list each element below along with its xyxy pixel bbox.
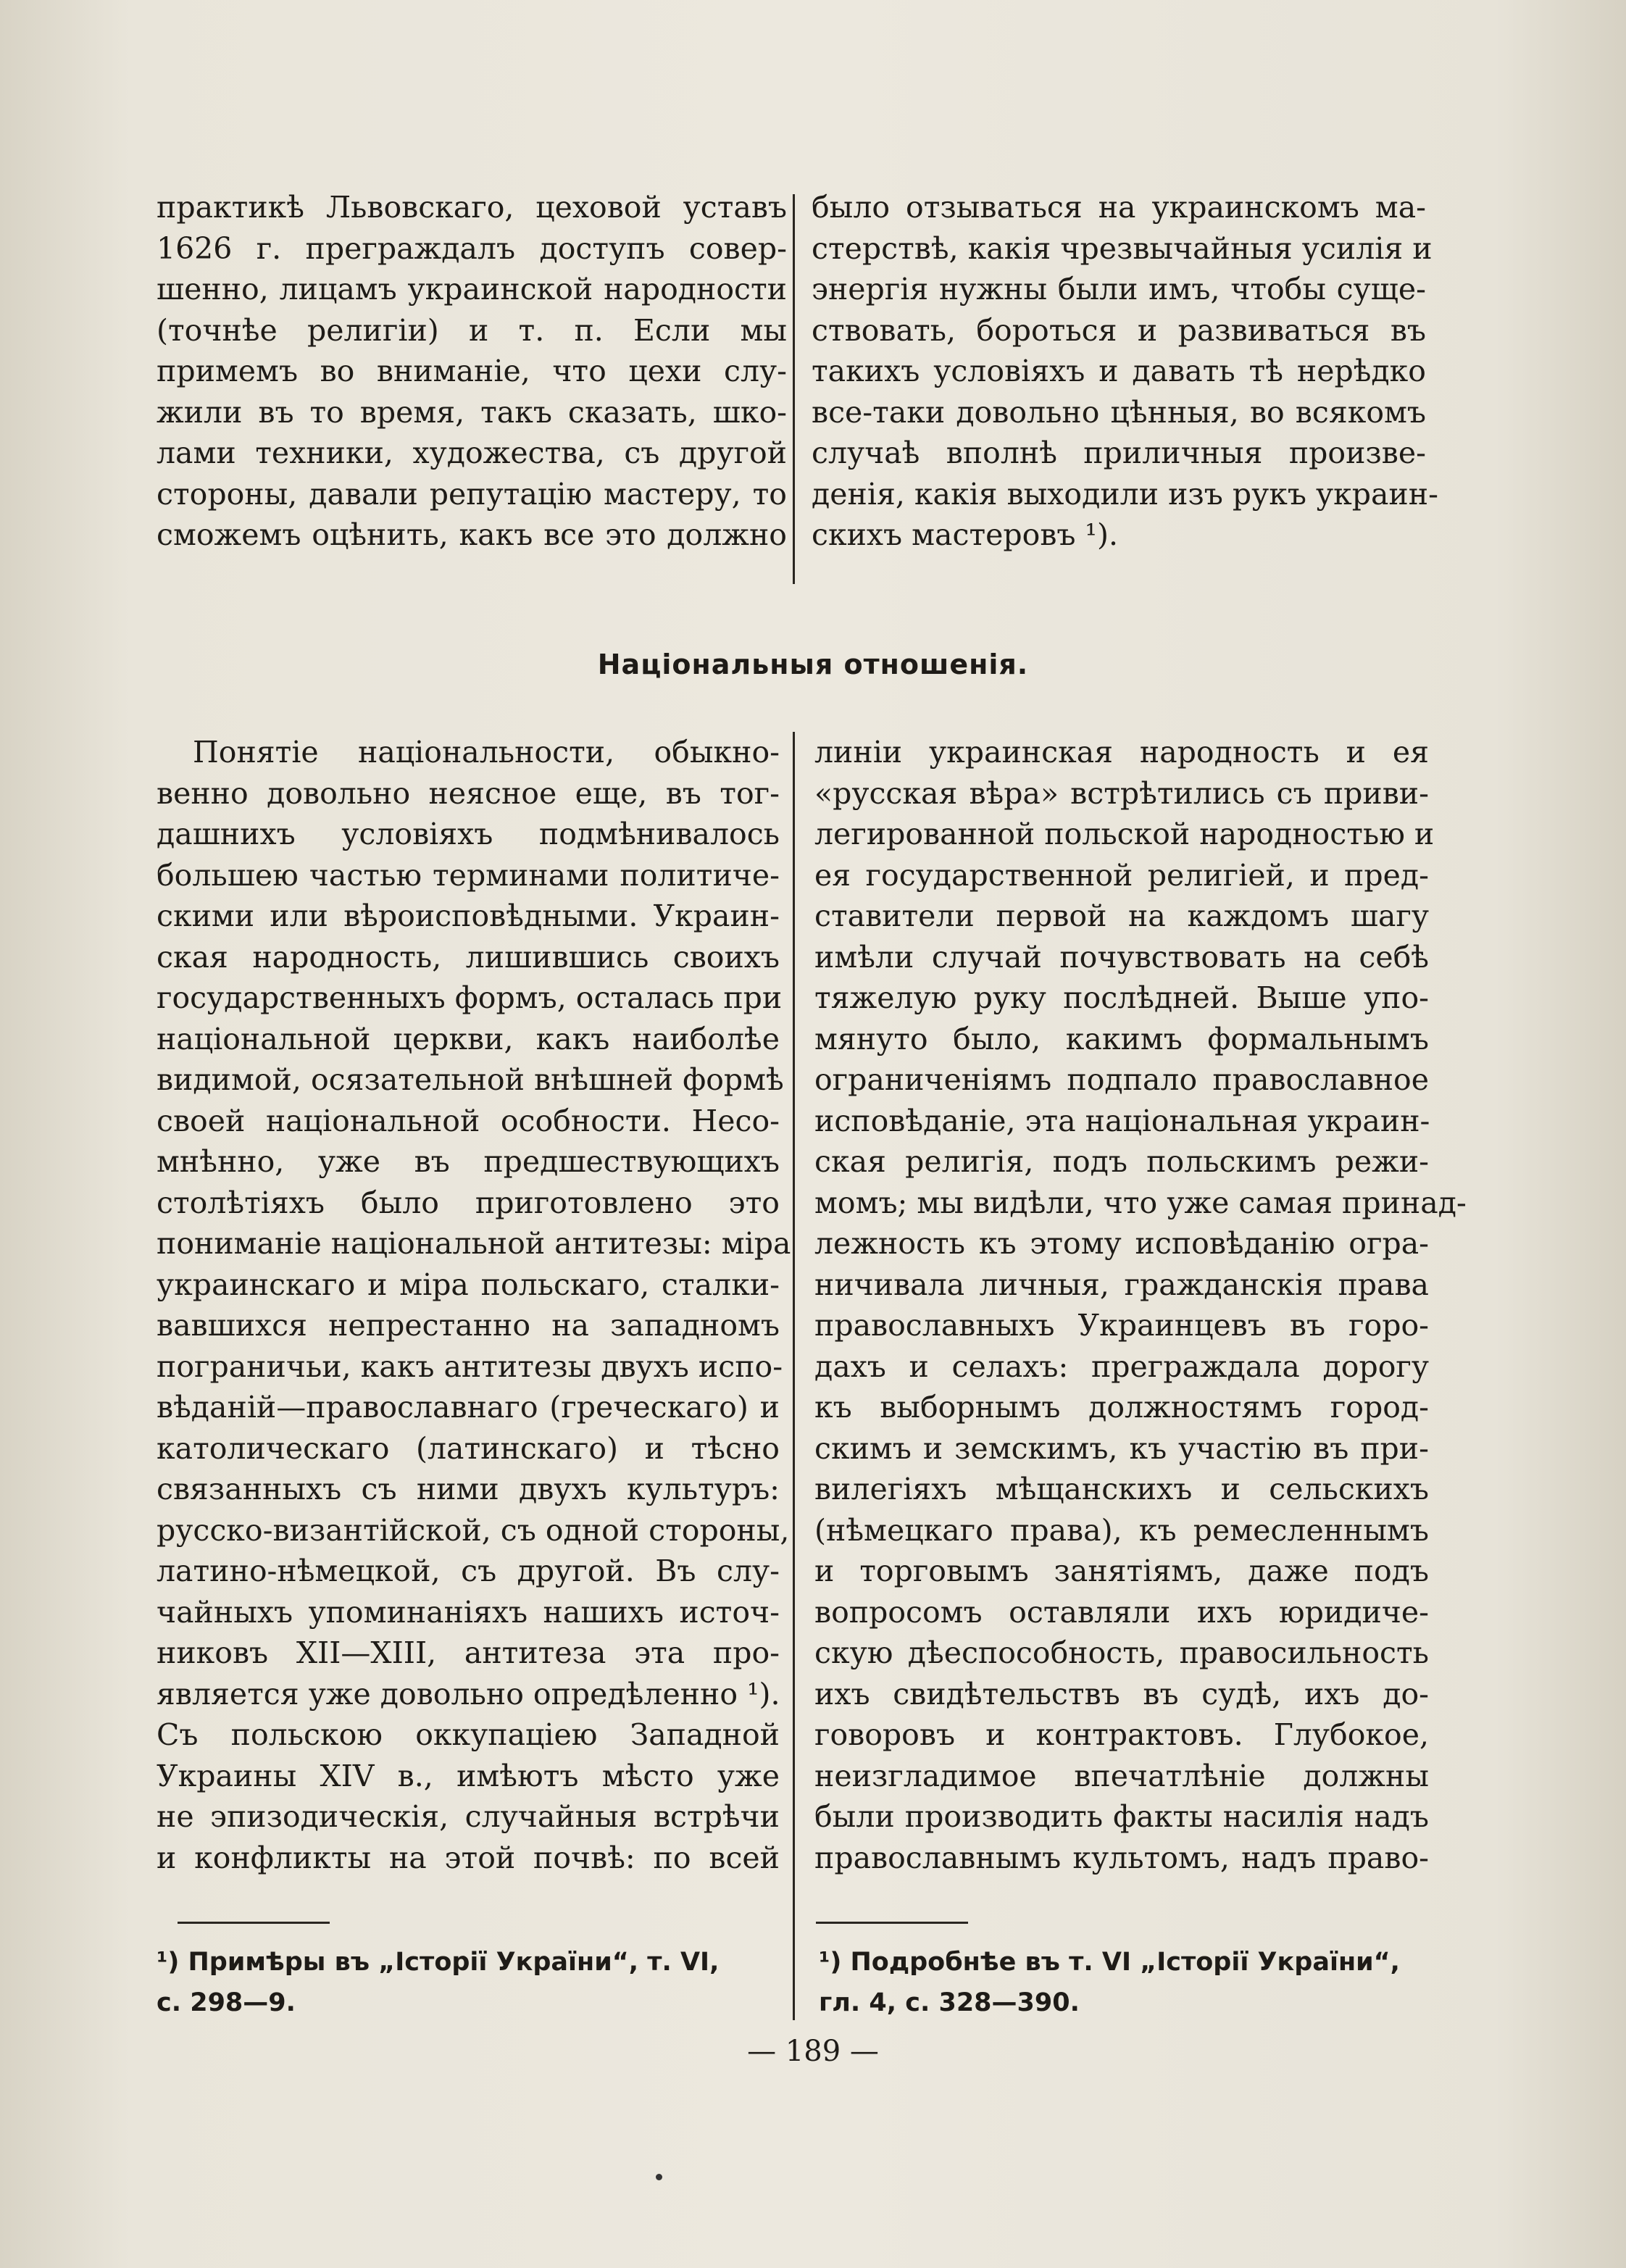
text-line: имѣли случай почувствовать на себѣ <box>814 939 1429 975</box>
text-line: пониманіе національной антитезы: міра <box>157 1226 791 1261</box>
text-line: украинскаго и міра польскаго, сталки- <box>157 1267 780 1302</box>
footnote-line: гл. 4, с. 328—390. <box>819 1988 1080 2017</box>
text-line: мянуто было, какимъ формальнымъ <box>814 1021 1429 1056</box>
text-line: Съ польскою оккупаціею Западной <box>157 1717 780 1752</box>
text-line: не эпизодическія, случайныя встрѣчи <box>157 1799 780 1834</box>
footnote-line: ¹) Подробнѣе въ т. VI „Історії України“, <box>819 1948 1400 1977</box>
text-line: и торговымъ занятіямъ, даже подъ <box>814 1554 1429 1588</box>
text-line: является уже довольно опредѣленно ¹). <box>157 1676 780 1712</box>
text-line: ская народность, лишившись своихъ <box>157 939 780 975</box>
main-right-column <box>814 732 1467 1878</box>
text-line: стерствѣ, какія чрезвычайныя усилія и <box>812 230 1433 266</box>
main-column-rule <box>793 732 795 2020</box>
text-line: лами техники, художества, съ другой <box>157 435 787 470</box>
text-line: примемъ во вниманіе, что цехи слу- <box>157 354 787 388</box>
text-line: русско-византійской, съ одной стороны, <box>157 1512 790 1548</box>
text-line: къ выборнымъ должностямъ город- <box>814 1390 1429 1425</box>
footnote-rule-left <box>178 1922 330 1924</box>
text-line: случаѣ вполнѣ приличныя произве- <box>812 435 1426 470</box>
text-line: энергія нужны были имъ, чтобы суще- <box>812 272 1426 307</box>
ink-speck <box>656 2174 662 2180</box>
text-line: такихъ условіяхъ и давать тѣ нерѣдко <box>812 354 1426 388</box>
text-line: никовъ XII—XIII, антитеза эта про- <box>157 1635 780 1670</box>
text-line: 1626 г. преграждалъ доступъ совер- <box>157 230 787 266</box>
page-number: — 189 — <box>747 2035 879 2068</box>
text-line: скимъ и земскимъ, къ участію въ при- <box>814 1430 1429 1466</box>
top-left-column <box>157 187 787 556</box>
footnote-line: ¹) Примѣры въ „Історії України“, т. VI, <box>157 1948 720 1977</box>
text-line: ничивала личныя, гражданскія права <box>814 1267 1429 1302</box>
text-line: національной церкви, какъ наиболѣе <box>157 1021 780 1056</box>
text-line: ея государственной религіей, и пред- <box>814 857 1429 893</box>
text-line: пограничьи, какъ антитезы двухъ испо- <box>157 1348 783 1384</box>
text-line: практикѣ Львовскаго, цеховой уставъ <box>157 190 787 225</box>
top-right-column <box>812 187 1438 556</box>
text-line: (нѣмецкаго права), къ ремесленнымъ <box>814 1512 1429 1548</box>
text-line: стороны, давали репутацію мастеру, то <box>157 476 787 512</box>
text-line: скими или вѣроисповѣдными. Украин- <box>157 899 780 933</box>
text-line: вопросомъ оставляли ихъ юридиче- <box>814 1594 1429 1630</box>
text-line: православныхъ Украинцевъ въ горо- <box>814 1308 1429 1343</box>
text-line: чайныхъ упоминаніяхъ нашихъ источ- <box>157 1594 780 1630</box>
text-line: мнѣнно, уже въ предшествующихъ <box>157 1144 780 1179</box>
text-line: ихъ свидѣтельствъ въ судѣ, ихъ до- <box>814 1676 1429 1712</box>
text-line: были производить факты насилія надъ <box>814 1799 1429 1834</box>
text-line: было отзываться на украинскомъ ма- <box>812 190 1426 225</box>
text-line: ставители первой на каждомъ шагу <box>814 899 1429 933</box>
text-line: своей національной особности. Несо- <box>157 1103 780 1138</box>
text-line: видимой, осязательной внѣшней формѣ <box>157 1062 784 1097</box>
text-line: сможемъ оцѣнить, какъ все это должно <box>157 517 787 552</box>
text-line: тяжелую руку послѣдней. Выше упо- <box>814 980 1429 1015</box>
text-line: легированной польской народностью и <box>814 817 1435 851</box>
text-line: все-таки довольно цѣнныя, во всякомъ <box>812 394 1426 430</box>
main-left-column <box>157 732 791 1878</box>
text-line: неизгладимое впечатлѣніе должны <box>814 1758 1429 1793</box>
text-line: дашнихъ условіяхъ подмѣнивалось <box>157 817 780 851</box>
footnote-rule-right <box>816 1922 968 1924</box>
text-line: вавшихся непрестанно на западномъ <box>157 1308 780 1343</box>
text-line: денія, какія выходили изъ рукъ украин- <box>812 476 1438 512</box>
top-column-rule <box>793 194 795 584</box>
text-line: большею частью терминами политиче- <box>157 857 780 893</box>
text-line: и конфликты на этой почвѣ: по всей <box>157 1840 780 1875</box>
text-line: шенно, лицамъ украинской народности <box>157 272 787 307</box>
text-line: Понятіе національности, обыкно- <box>193 735 780 770</box>
text-line: католическаго (латинскаго) и тѣсно <box>157 1430 780 1466</box>
text-line: ская религія, подъ польскимъ режи- <box>814 1144 1429 1179</box>
text-line: ограниченіямъ подпало православное <box>814 1062 1429 1097</box>
text-line: скихъ мастеровъ ¹). <box>812 517 1118 552</box>
text-line: исповѣданіе, эта національная украин- <box>814 1103 1430 1138</box>
footnote-right <box>819 1942 1442 2023</box>
text-line: вилегіяхъ мѣщанскихъ и сельскихъ <box>814 1472 1429 1506</box>
text-line: государственныхъ формъ, осталась при <box>157 980 783 1015</box>
text-line: православнымъ культомъ, надъ право- <box>814 1840 1429 1875</box>
text-line: латино-нѣмецкой, съ другой. Въ слу- <box>157 1554 780 1588</box>
text-line: жили въ то время, такъ сказать, шко- <box>157 394 787 430</box>
text-line: вѣданій—православнаго (греческаго) и <box>157 1390 780 1425</box>
footnote-left <box>157 1942 780 2023</box>
text-line: Украины XIV в., имѣютъ мѣсто уже <box>157 1758 780 1793</box>
text-line: дахъ и селахъ: преграждала дорогу <box>814 1348 1429 1384</box>
text-line: момъ; мы видѣли, что уже самая принад- <box>814 1185 1467 1220</box>
text-line: венно довольно неясное еще, въ тог- <box>157 775 780 811</box>
footnote-line: с. 298—9. <box>157 1988 296 2017</box>
text-line: линіи украинская народность и ея <box>814 735 1429 770</box>
text-line: (точнѣе религіи) и т. п. Если мы <box>157 312 787 348</box>
text-line: скую дѣеспособность, правосильность <box>814 1635 1429 1670</box>
text-line: ствовать, бороться и развиваться въ <box>812 312 1426 348</box>
text-line: связанныхъ съ ними двухъ культуръ: <box>157 1472 780 1506</box>
text-line: говоровъ и контрактовъ. Глубокое, <box>814 1717 1429 1752</box>
text-line: столѣтіяхъ было приготовлено это <box>157 1185 780 1220</box>
text-line: лежность къ этому исповѣданію огра- <box>814 1226 1429 1261</box>
section-heading: Національныя отношенія. <box>597 649 1029 680</box>
text-line: «русская вѣра» встрѣтились съ приви- <box>814 775 1429 811</box>
